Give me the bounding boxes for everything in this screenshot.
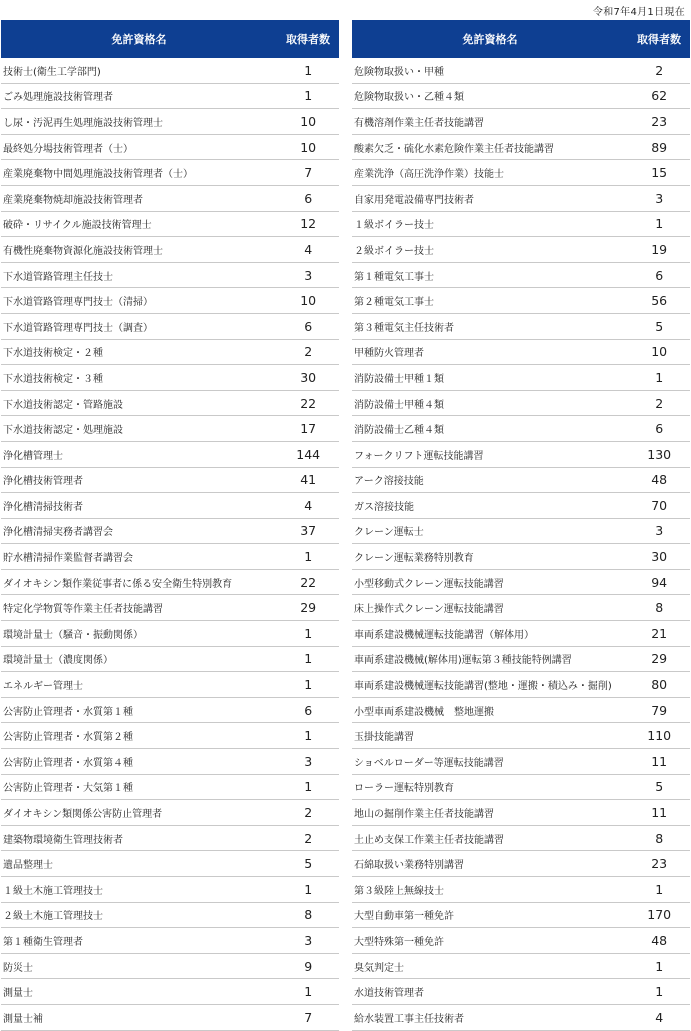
license-name: 大型自動車第一種免許	[354, 911, 454, 923]
license-name: クレーン運転士	[354, 527, 424, 539]
table-row	[352, 135, 690, 161]
license-name: 第３種電気主任技術者	[354, 322, 454, 334]
holder-count: 2	[304, 344, 313, 360]
license-name: 環境計量士（濃度関係）	[3, 655, 113, 667]
table-row	[352, 595, 690, 621]
table-row	[352, 903, 690, 929]
license-name: 有機溶剤作業主任者技能講習	[354, 117, 484, 129]
table-row	[1, 800, 339, 826]
holder-count: 1	[304, 88, 313, 104]
holder-count: 5	[304, 856, 313, 872]
license-name: ショベルローダー等運転技能講習	[354, 757, 504, 769]
license-name: １級ボイラー技士	[354, 220, 434, 232]
license-name: 第２種電気工事士	[354, 297, 434, 309]
table-row	[1, 365, 339, 391]
table-row	[1, 954, 339, 980]
holder-count: 10	[300, 293, 317, 309]
license-name: 産業洗浄（高圧洗浄作業）技能士	[354, 169, 504, 181]
holder-count: 6	[655, 421, 664, 437]
license-name: 建築物環境衛生管理技術者	[3, 834, 123, 846]
table-row	[1, 621, 339, 647]
license-name: フォークリフト運転技能講習	[354, 450, 484, 462]
license-name: アーク溶接技能	[354, 476, 424, 488]
license-name: 防災士	[3, 962, 33, 974]
table-row	[1, 775, 339, 801]
table-row	[352, 928, 690, 954]
table-row	[352, 288, 690, 314]
license-name: 浄化槽管理士	[3, 450, 63, 462]
table-row	[352, 954, 690, 980]
table-row	[1, 237, 339, 263]
holder-count: 30	[300, 369, 317, 385]
holder-count: 2	[655, 395, 664, 411]
holder-count: 89	[651, 139, 668, 155]
holder-count: 2	[304, 805, 313, 821]
holder-count: 48	[651, 472, 668, 488]
holder-count: 23	[651, 113, 668, 129]
table-row	[352, 544, 690, 570]
table-row	[352, 160, 690, 186]
table-row	[1, 672, 339, 698]
holder-count: 130	[647, 446, 672, 462]
table-row	[1, 698, 339, 724]
header-count: 取得者数	[637, 33, 681, 46]
holder-count: 1	[655, 216, 664, 232]
license-name: 下水道管路管理専門技士（清掃）	[3, 297, 153, 309]
license-name: 産業廃棄物焼却施設技術管理者	[3, 194, 143, 206]
table-row	[1, 109, 339, 135]
license-name: 測量士	[3, 988, 33, 1000]
holder-count: 56	[651, 293, 668, 309]
holder-count: 4	[655, 1009, 664, 1025]
table-row	[352, 723, 690, 749]
table-row	[1, 519, 339, 545]
license-name: 有機性廃棄物資源化施設技術管理士	[3, 245, 163, 257]
table-row	[1, 851, 339, 877]
license-name: ローラー運転特別教育	[354, 783, 454, 795]
table-row	[352, 212, 690, 238]
holder-count: 6	[304, 702, 313, 718]
license-name: 給水装置工事主任技術者	[354, 1013, 464, 1025]
table-header	[352, 20, 690, 58]
license-name: 消防設備士乙種４類	[354, 425, 444, 437]
table-row	[1, 595, 339, 621]
license-name: 公害防止管理者・水質第２種	[3, 732, 133, 744]
holder-count: 5	[655, 318, 664, 334]
table-row	[352, 826, 690, 852]
license-table-right	[352, 20, 690, 1031]
holder-count: 41	[300, 472, 317, 488]
license-name: １級土木施工管理技士	[3, 885, 103, 897]
license-name: 下水道管路管理主任技士	[3, 271, 113, 283]
license-name: 公害防止管理者・大気第１種	[3, 783, 133, 795]
license-name: 石綿取扱い業務特別講習	[354, 860, 464, 872]
holder-count: 144	[296, 446, 321, 462]
license-name: 第１種衛生管理者	[3, 936, 83, 948]
holder-count: 1	[304, 728, 313, 744]
table-row	[352, 468, 690, 494]
license-name: 公害防止管理者・水質第１種	[3, 706, 133, 718]
header-count: 取得者数	[286, 33, 330, 46]
table-row	[352, 416, 690, 442]
table-row	[352, 84, 690, 110]
table-row	[352, 263, 690, 289]
license-name: 貯水槽清掃作業監督者講習会	[3, 553, 133, 565]
license-name: 遺品整理士	[3, 860, 53, 872]
table-row	[352, 186, 690, 212]
license-name: 車両系建設機械運転技能講習（解体用）	[354, 629, 534, 641]
license-name: クレーン運転業務特別教育	[354, 553, 474, 565]
table-row	[1, 391, 339, 417]
holder-count: 6	[304, 318, 313, 334]
as-of-date: 令和7年4月1日現在	[592, 7, 685, 18]
table-row	[352, 314, 690, 340]
holder-count: 79	[651, 702, 668, 718]
holder-count: 30	[651, 549, 668, 565]
license-name: 浄化槽技術管理者	[3, 476, 83, 488]
holder-count: 22	[300, 574, 317, 590]
holder-count: 11	[651, 753, 668, 769]
table-row	[352, 493, 690, 519]
table-row	[352, 749, 690, 775]
table-row	[352, 647, 690, 673]
license-name: 公害防止管理者・水質第４種	[3, 757, 133, 769]
license-name: 第１種電気工事士	[354, 271, 434, 283]
license-name: 技術士(衛生工学部門)	[3, 66, 101, 78]
holder-count: 3	[655, 523, 664, 539]
holder-count: 19	[651, 241, 668, 257]
holder-count: 2	[655, 62, 664, 78]
holder-count: 80	[651, 677, 668, 693]
holder-count: 29	[300, 600, 317, 616]
license-name: 地山の掘削作業主任者技能講習	[354, 809, 494, 821]
license-name: エネルギー管理士	[3, 681, 83, 693]
table-row	[1, 647, 339, 673]
holder-count: 1	[304, 62, 313, 78]
table-row	[1, 314, 339, 340]
license-name: 環境計量士（騒音・振動関係）	[3, 629, 143, 641]
holder-count: 10	[651, 344, 668, 360]
license-name: 第３級陸上無線技士	[354, 885, 444, 897]
holder-count: 6	[655, 267, 664, 283]
table-row	[1, 749, 339, 775]
holder-count: 1	[655, 958, 664, 974]
license-name: 大型特殊第一種免許	[354, 936, 444, 948]
license-name: 下水道技術認定・管路施設	[3, 399, 123, 411]
table-row	[352, 775, 690, 801]
license-name: 下水道技術検定・２種	[3, 348, 103, 360]
holder-count: 21	[651, 625, 668, 641]
table-row	[1, 826, 339, 852]
holder-count: 1	[655, 369, 664, 385]
license-name: 測量士補	[3, 1013, 43, 1025]
table-row	[1, 340, 339, 366]
holder-count: 10	[300, 139, 317, 155]
holder-count: 3	[304, 753, 313, 769]
table-row	[352, 109, 690, 135]
license-name: 産業廃棄物中間処理施設技術管理者（士）	[3, 169, 193, 181]
license-name: ガス溶接技能	[354, 501, 414, 513]
license-name: ダイオキシン類関係公害防止管理者	[3, 809, 163, 821]
table-row	[1, 877, 339, 903]
table-row	[1, 212, 339, 238]
holder-count: 1	[304, 881, 313, 897]
holder-count: 10	[300, 113, 317, 129]
table-row	[352, 621, 690, 647]
table-row	[1, 723, 339, 749]
holder-count: 15	[651, 165, 668, 181]
license-name: ２級土木施工管理技士	[3, 911, 103, 923]
holder-count: 23	[651, 856, 668, 872]
table-row	[1, 928, 339, 954]
license-name: 最終処分場技術管理者（士）	[3, 143, 133, 155]
holder-count: 3	[655, 190, 664, 206]
holder-count: 7	[304, 1009, 313, 1025]
holder-count: 62	[651, 88, 668, 104]
license-name: 床上操作式クレーン運転技能講習	[354, 604, 504, 616]
table-row	[352, 851, 690, 877]
license-name: ダイオキシン類作業従事者に係る安全衛生特別教育	[3, 578, 233, 590]
license-name: 小型車両系建設機械 整地運搬	[354, 706, 494, 718]
holder-count: 29	[651, 651, 668, 667]
table-row	[352, 570, 690, 596]
holder-count: 170	[647, 907, 672, 923]
license-name: 甲種防火管理者	[354, 348, 424, 360]
holder-count: 70	[651, 497, 668, 513]
table-row	[1, 288, 339, 314]
holder-count: 4	[304, 497, 313, 513]
table-row	[352, 237, 690, 263]
table-row	[352, 365, 690, 391]
table-row	[352, 58, 690, 84]
table-row	[352, 877, 690, 903]
holder-count: 94	[651, 574, 668, 590]
holder-count: 1	[655, 881, 664, 897]
holder-count: 3	[304, 267, 313, 283]
holder-count: 1	[304, 677, 313, 693]
license-name: 消防設備士甲種１類	[354, 373, 444, 385]
header-name: 免許資格名	[111, 33, 167, 46]
table-row	[1, 58, 339, 84]
table-row	[1, 442, 339, 468]
license-name: ２級ボイラー技士	[354, 245, 434, 257]
license-name: 酸素欠乏・硫化水素危険作業主任者技能講習	[354, 143, 554, 155]
table-row	[1, 186, 339, 212]
holder-count: 1	[655, 984, 664, 1000]
license-name: 土止め支保工作業主任者技能講習	[354, 834, 504, 846]
license-name: 破砕・リサイクル施設技術管理士	[3, 220, 152, 232]
table-row	[352, 672, 690, 698]
holder-count: 2	[304, 830, 313, 846]
holder-count: 17	[300, 421, 317, 437]
table-body	[1, 58, 339, 1031]
holder-count: 8	[304, 907, 313, 923]
holder-count: 1	[304, 625, 313, 641]
table-row	[352, 800, 690, 826]
table-row	[352, 442, 690, 468]
holder-count: 110	[647, 728, 672, 744]
holder-count: 37	[300, 523, 317, 539]
holder-count: 1	[304, 984, 313, 1000]
holder-count: 9	[304, 958, 313, 974]
table-row	[1, 468, 339, 494]
license-name: 下水道管路管理専門技士（調査）	[3, 322, 153, 334]
license-name: 消防設備士甲種４類	[354, 399, 444, 411]
license-name: 車両系建設機械(解体用)運転第３種技能特例講習	[354, 655, 572, 667]
table-row	[1, 493, 339, 519]
table-row	[352, 340, 690, 366]
license-name: ごみ処理施設技術管理者	[3, 92, 113, 104]
table-row	[1, 979, 339, 1005]
table-row	[352, 979, 690, 1005]
license-name: 危険物取扱い・乙種４類	[354, 92, 464, 104]
table-row	[1, 544, 339, 570]
table-row	[1, 416, 339, 442]
license-table-left	[1, 20, 339, 1031]
table-row	[1, 263, 339, 289]
holder-count: 1	[304, 549, 313, 565]
holder-count: 6	[304, 190, 313, 206]
holder-count: 8	[655, 830, 664, 846]
table-row	[352, 391, 690, 417]
license-name: 下水道技術認定・処理施設	[3, 425, 123, 437]
holder-count: 12	[300, 216, 317, 232]
license-name: 特定化学物質等作業主任者技能講習	[3, 604, 163, 616]
license-name: 臭気判定士	[354, 962, 404, 974]
table-row	[352, 519, 690, 545]
license-name: 車両系建設機械運転技能講習(整地・運搬・積込み・掘削)	[354, 681, 612, 693]
license-name: 玉掛技能講習	[354, 732, 414, 744]
license-name: 下水道技術検定・３種	[3, 373, 103, 385]
holder-count: 1	[304, 779, 313, 795]
table-row	[1, 903, 339, 929]
holder-count: 48	[651, 932, 668, 948]
table-body	[352, 58, 690, 1031]
table-header	[1, 20, 339, 58]
license-name: 自家用発電設備専門技術者	[354, 194, 474, 206]
license-name: 水道技術管理者	[354, 988, 424, 1000]
license-name: 浄化槽清掃技術者	[3, 501, 83, 513]
license-name: し尿・汚泥再生処理施設技術管理士	[3, 117, 163, 129]
license-name: 小型移動式クレーン運転技能講習	[354, 578, 504, 590]
holder-count: 7	[304, 165, 313, 181]
table-row	[1, 135, 339, 161]
holder-count: 22	[300, 395, 317, 411]
holder-count: 8	[655, 600, 664, 616]
holder-count: 5	[655, 779, 664, 795]
holder-count: 1	[304, 651, 313, 667]
table-row	[1, 160, 339, 186]
table-row	[352, 698, 690, 724]
license-name: 浄化槽清掃実務者講習会	[3, 527, 113, 539]
table-row	[1, 84, 339, 110]
holder-count: 4	[304, 241, 313, 257]
table-row	[1, 570, 339, 596]
header-name: 免許資格名	[462, 33, 518, 46]
holder-count: 11	[651, 805, 668, 821]
license-name: 危険物取扱い・甲種	[354, 66, 444, 78]
holder-count: 3	[304, 932, 313, 948]
